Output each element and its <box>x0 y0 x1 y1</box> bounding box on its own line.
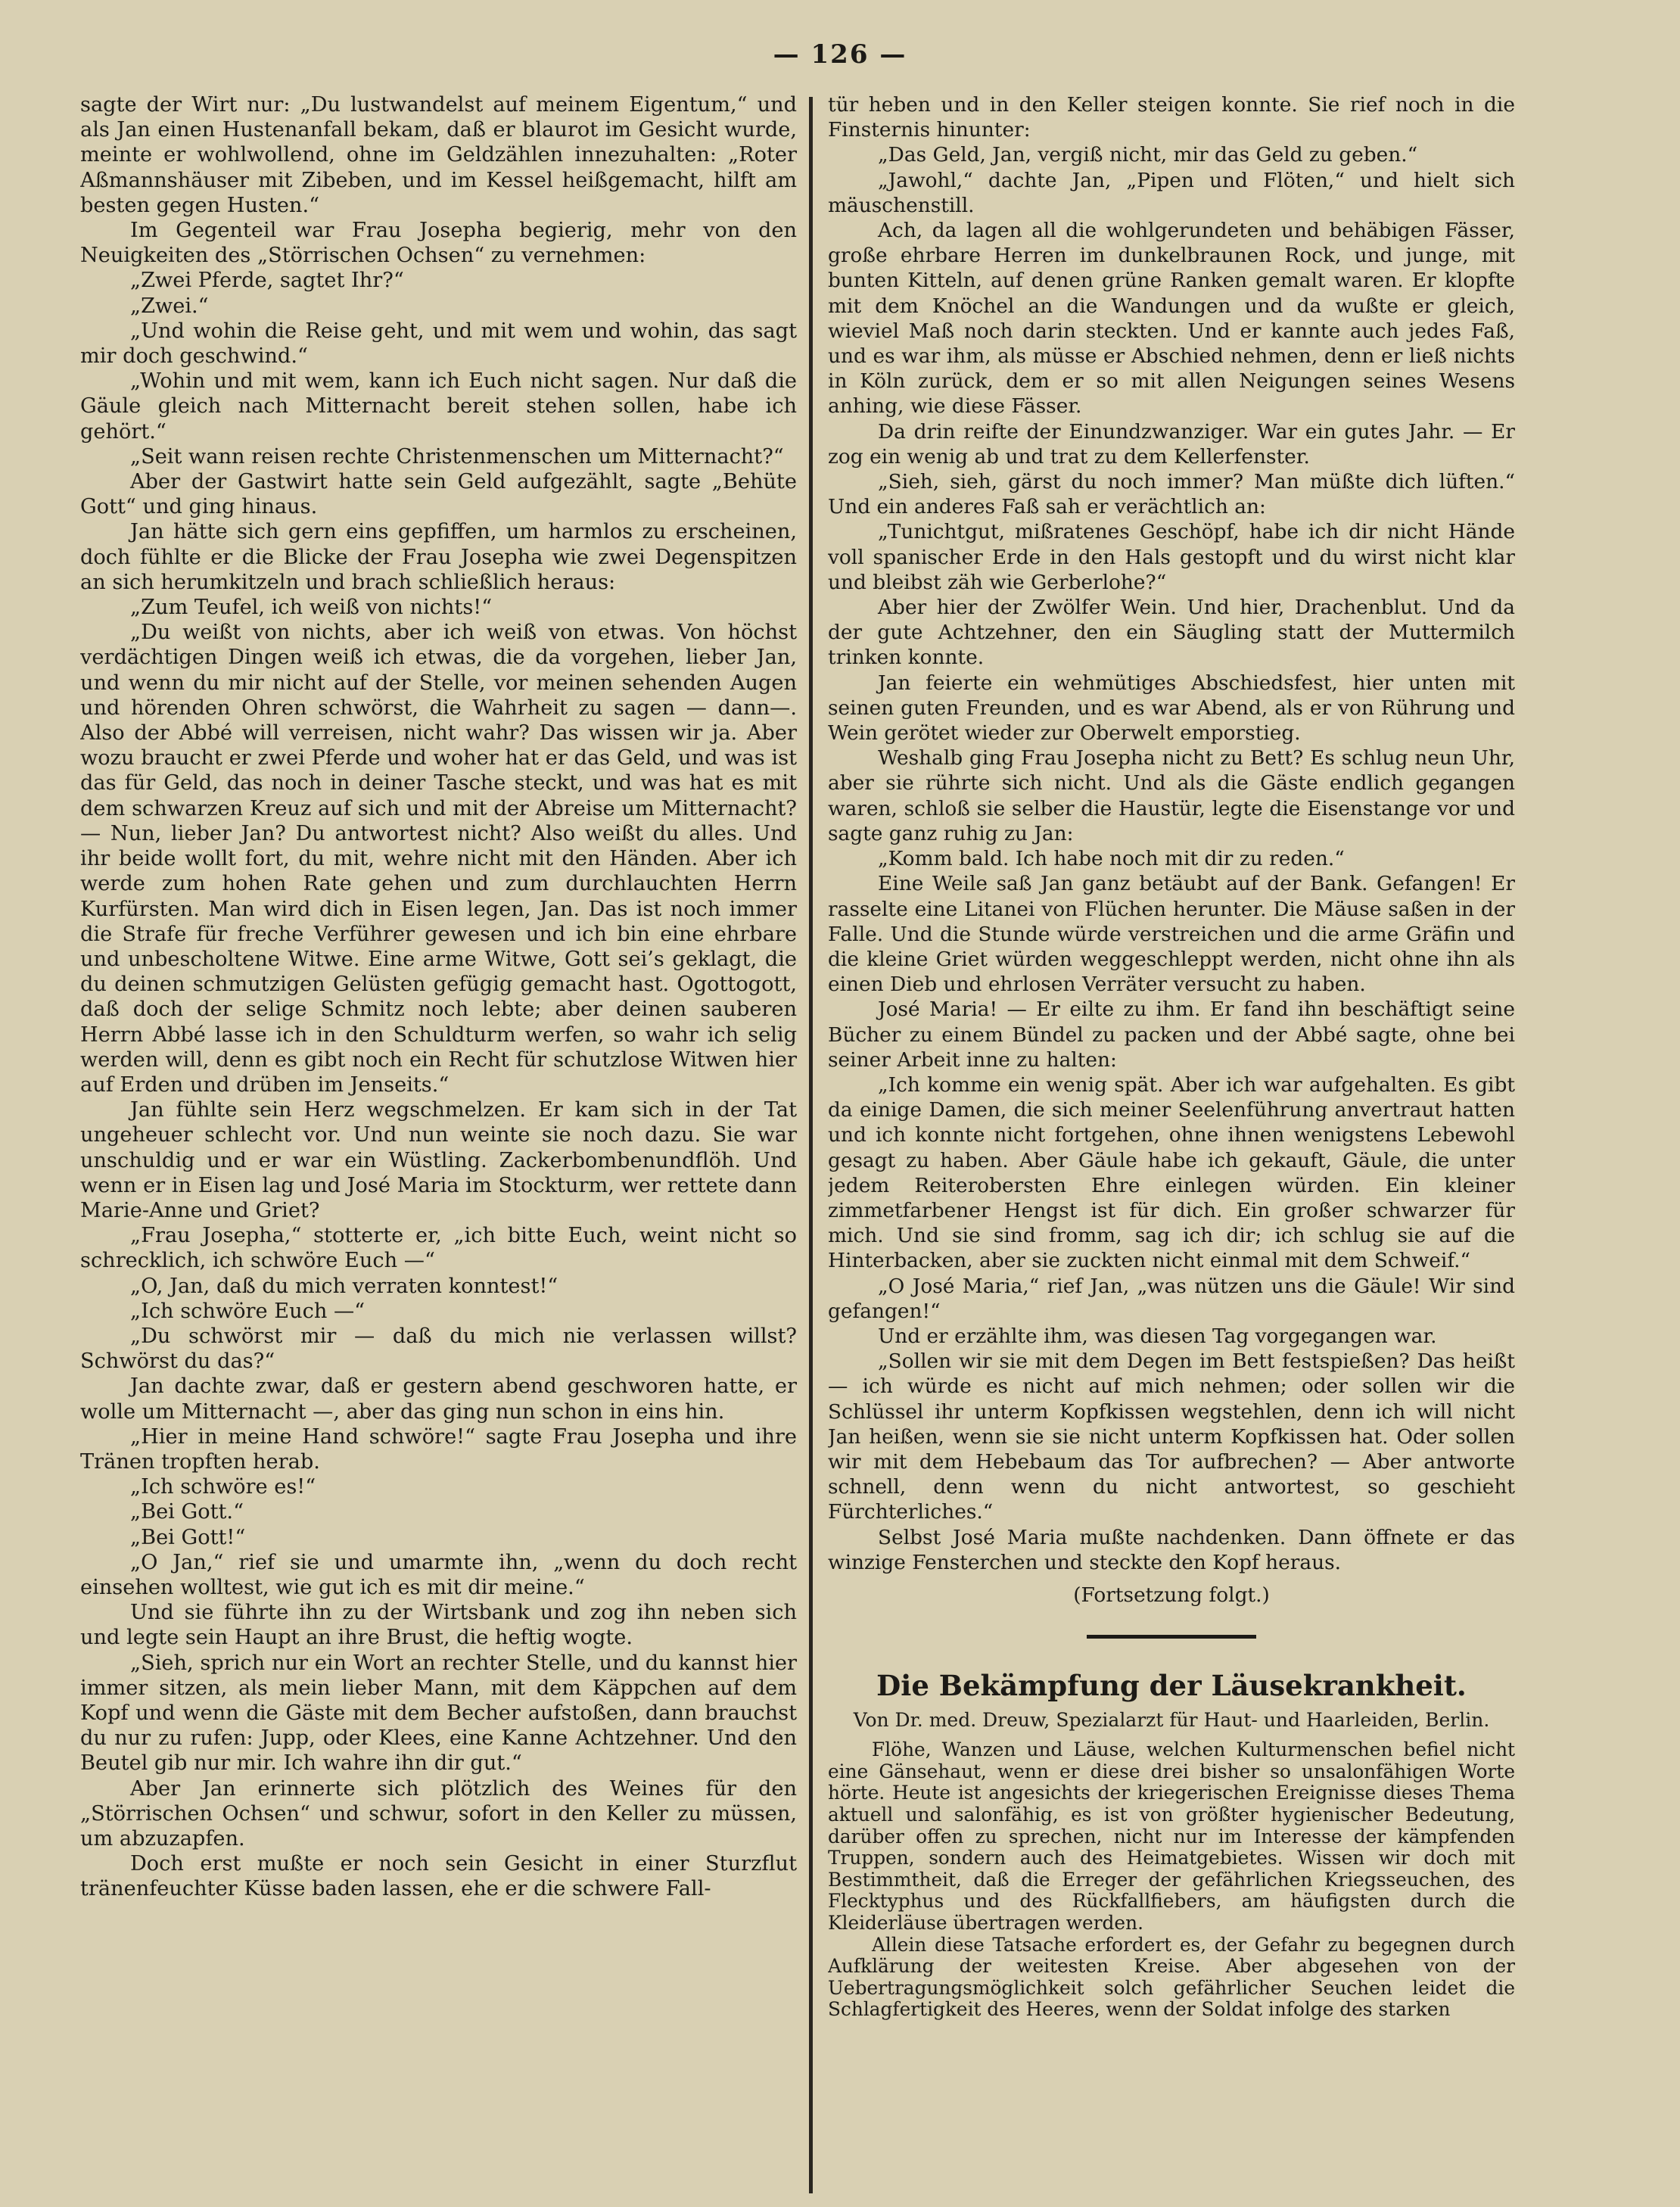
article-body <box>828 1739 1515 2021</box>
section-rule <box>1087 1635 1256 1639</box>
article-laeusekrankheit <box>828 1669 1515 2021</box>
story-paragraph: „Ich komme ein wenig spät. Aber ich war aufgehalten. Es gibt da einige Damen, die sich meiner Seelenführung anvertraut hatten und ich konnte nicht fortgehen, ohne ihnen wenigstens Lebewohl gesagt zu haben. Aber Gäule habe ich gekauft, Gäule, die unter jedem Reiterobersten Ehre einlegen würden. Ein kleiner zimmetfarbener Hengst ist für dich. Ein großer schwarzer für mich. Und sie sind fromm, sag ich dir; ich schlug sie auf die Hinterbacken, aber sie zuckten nicht einmal mit dem Schweif.“ <box>828 1072 1515 1273</box>
story-paragraph: „Zum Teufel, ich weiß von nichts!“ <box>130 596 493 620</box>
article-paragraph: Flöhe, Wanzen und Läuse, welchen Kulturmenschen befiel nicht eine Gänsehaut, wenn er diese drei bisher so unsalonfähigen Worte hörte. Heute ist angesichts der kriegerischen Ereignisse dieses Thema aktuell und salonfähig, es ist von größter hygienischer Bedeutung, darüber offen zu sprechen, nicht nur im Interesse der kämpfenden Truppen, sondern auch des Heimatgebietes. Wissen wir doch mit Bestimmtheit, daß die Erreger der gefährlichen Kriegsseuchen, des Flecktyphus und des Rückfallfiebers, am häufigsten durch die Kleiderläuse übertragen werden. <box>828 1739 1515 1934</box>
story-paragraph: Aber hier der Zwölfer Wein. Und hier, Drachenblut. Und da der gute Achtzehner, den ein Säugling statt der Muttermilch trinken konnte. <box>828 596 1515 670</box>
story-paragraph: „Ich schwöre es!“ <box>130 1475 316 1499</box>
story-paragraph: „Sieh, sieh, gärst du noch immer? Man müßte dich lüften.“ Und ein anderes Faß sah er verächtlich an: <box>828 470 1515 519</box>
story-paragraph: Jan fühlte sein Herz wegschmelzen. Er kam sich in der Tat ungeheuer schlecht vor. Und nun weinte sie noch dazu. Sie war unschuldig und er war ein Wüstling. Zackerbombenundflöh. Und wenn er in Eisen lag und José Maria im Stockturm, wer rettete dann Marie-Anne und Griet? <box>80 1098 797 1222</box>
story-paragraph: „O José Maria,“ rief Jan, „was nützen uns die Gäule! Wir sind gefangen!“ <box>828 1274 1515 1323</box>
story-left-column <box>80 92 797 2193</box>
story-paragraph: Jan feierte ein wehmütiges Abschiedsfest, hier unten mit seinen guten Freunden, und es war Abend, als er von Rührung und Wein gerötet wieder zur Oberwelt emporstieg. <box>828 671 1515 746</box>
story-paragraph: „Sollen wir sie mit dem Degen im Bett festspießen? Das heißt — ich würde es nicht auf mich nehmen; oder sollen wir die Schlüssel ihr unterm Kopfkissen wegstehlen, denn ich will nicht Jan heißen, wenn sie sie nicht unterm Kopfkissen hat. Oder sollen wir mit dem Hebebaum das Tor aufbrechen? — Aber antworte schnell, denn wenn du nicht antwortest, so geschieht Fürchterliches.“ <box>828 1349 1515 1524</box>
article-headline: Die Bekämpfung der Läusekrankheit. <box>876 1669 1467 1703</box>
story-continuation <box>828 92 1515 1575</box>
story-paragraph: Aber Jan erinnerte sich plötzlich des Weines für den „Störrischen Ochsen“ und schwur, sofort in den Keller zu müssen, um abzuzapfen. <box>80 1776 797 1851</box>
story-paragraph: „Zwei.“ <box>130 294 209 318</box>
story-paragraph: Weshalb ging Frau Josepha nicht zu Bett? Es schlug neun Uhr, aber sie rührte sich nicht. Und als die Gäste endlich gegangen waren, schloß sie selber die Haustür, legte die Eisenstange vor und sagte ganz ruhig zu Jan: <box>828 746 1515 845</box>
story-paragraph: „Wohin und mit wem, kann ich Euch nicht sagen. Nur daß die Gäule gleich nach Mitternacht bereit stehen sollen, habe ich gehört.“ <box>80 369 797 444</box>
story-paragraph: „Sieh, sprich nur ein Wort an rechter Stelle, und du kannst hier immer sitzen, als mein lieber Mann, mit dem Käppchen auf dem Kopf und wenn die Gäste mit dem Becher aufstoßen, dann brauchst du nur zu rufen: Jupp, oder Klees, eine Kanne Achtzehner. Und den Beutel gib nur mir. Ich wahre ihn dir gut.“ <box>80 1651 797 1776</box>
story-paragraph: sagte der Wirt nur: „Du lustwandelst auf meinem Eigentum,“ und als Jan einen Hustenanfall bekam, daß er blaurot im Gesicht wurde, meinte er wohlwollend, ohne im Geldzählen innezuhalten: „Roter Aßmannshäuser mit Zibeben, und im Kessel heißgemacht, hilft am besten gegen Husten.“ <box>80 93 797 217</box>
story-paragraph: Eine Weile saß Jan ganz betäubt auf der Bank. Gefangen! Er rasselte eine Litanei von Flüchen herunter. Die Mäuse saßen in der Falle. Und die Stunde würde verstreichen und die arme Gräfin und die kleine Griet würden weggeschleppt werden, nicht ohne ihn als einen Dieb und ehrlosen Verräter versucht zu haben. <box>828 872 1515 997</box>
story-paragraph: Und er erzählte ihm, was diesen Tag vorgegangen war. <box>878 1324 1437 1348</box>
story-right-column <box>828 92 1515 2193</box>
story-paragraph: „Jawohl,“ dachte Jan, „Pipen und Flöten,“ und hielt sich mäuschenstill. <box>828 168 1515 217</box>
story-paragraph: José Maria! — Er eilte zu ihm. Er fand ihn beschäftigt seine Bücher zu einem Bündel zu packen und der Abbé sagte, ohne bei seiner Arbeit inne zu halten: <box>828 998 1515 1072</box>
story-paragraph: Jan hätte sich gern eins gepfiffen, um harmlos zu erscheinen, doch fühlte er die Blicke der Frau Josepha wie zwei Degenspitzen an sich herumkitzeln und brach schließlich heraus: <box>80 520 797 594</box>
story-paragraph: Da drin reifte der Einundzwanziger. War ein gutes Jahr. — Er zog ein wenig ab und trat zu dem Kellerfenster. <box>828 419 1515 468</box>
story-paragraph: „Tunichtgut, mißratenes Geschöpf, habe ich dir nicht Hände voll spanischer Erde in den Hals gestopft und du wirst nicht klar und bleibst zäh wie Gerberlohe?“ <box>828 520 1515 594</box>
story-paragraph: „Du weißt von nichts, aber ich weiß von etwas. Von höchst verdächtigen Dingen weiß ich etwas, die da vorgehen, lieber Jan, und wenn du mir nicht auf der Stelle, vor meinen sehenden Augen und hörenden Ohren schwörst, die Wahrheit zu sagen — dann—. Also der Abbé will verreisen, nicht wahr? Das wissen wir ja. Aber wozu braucht er zwei Pferde und woher hat er das Geld, und was ist das für Geld, das noch in deiner Tasche steckt, und was hat es mit dem schwarzen Kreuz auf sich und mit der Abreise um Mitternacht? — Nun, lieber Jan? Du antwortest nicht? Also weißt du alles. Und ihr beide wollt fort, du mit, wehre nicht mit den Händen. Aber ich werde zum hohen Rate gehen und zum durchlauchten Herrn Kurfürsten. Man wird dich in Eisen legen, Jan. Das ist noch immer die Strafe für freche Verführer gewesen und ich bin eine ehrbare und unbescholtene Witwe. Eine arme Witwe, Gott sei’s geklagt, die du deinen schmutzigen Gelüsten gefügig gemacht hast. Ogottogott, daß doch der selige Schmitz noch lebte; aber deinen sauberen Herrn Abbé lasse ich in den Schuldturm werfen, so wahr ich selig werden will, denn es gibt noch ein Recht für schutzlose Witwen hier auf Erden und drüben im Jenseits.“ <box>80 621 797 1097</box>
story-paragraph: Doch erst mußte er noch sein Gesicht in einer Sturzflut tränenfeuchter Küsse baden lassen, ehe er die schwere Fall- <box>80 1852 797 1901</box>
story-paragraph: „Bei Gott!“ <box>130 1525 246 1549</box>
story-paragraph: „Zwei Pferde, sagtet Ihr?“ <box>130 269 404 293</box>
story-paragraph: Im Gegenteil war Frau Josepha begierig, mehr von den Neuigkeiten des „Störrischen Ochsen“ zu vernehmen: <box>80 219 797 268</box>
article-paragraph: Allein diese Tatsache erfordert es, der Gefahr zu begegnen durch Aufklärung der weitesten Kreise. Aber abgesehen von der Uebertragungsmöglichkeit solch gefährlicher Seuchen leidet die Schlagfertigkeit des Heeres, wenn der Soldat infolge des starken <box>828 1933 1515 2021</box>
story-paragraph: Und sie führte ihn zu der Wirtsbank und zog ihn neben sich und legte sein Haupt an ihre Brust, die heftig wogte. <box>80 1601 797 1650</box>
story-paragraph: Jan dachte zwar, daß er gestern abend geschworen hatte, er wolle um Mitternacht —, aber das ging nun schon in eins hin. <box>80 1374 797 1424</box>
story-paragraph: Aber der Gastwirt hatte sein Geld aufgezählt, sagte „Behüte Gott“ und ging hinaus. <box>80 470 797 519</box>
story-paragraph: „Ich schwöre Euch —“ <box>130 1299 366 1323</box>
article-byline: Von Dr. med. Dreuw, Spezialarzt für Haut- und Haarleiden, Berlin. <box>853 1709 1490 1732</box>
to-be-continued-note: (Fortsetzung folgt.) <box>1073 1583 1270 1607</box>
story-paragraph: „O Jan,“ rief sie und umarmte ihn, „wenn du doch recht einsehen wolltest, wie gut ich es mit dir meine.“ <box>80 1550 797 1599</box>
story-paragraph: Selbst José Maria mußte nachdenken. Dann öffnete er das winzige Fensterchen und steckte den Kopf heraus. <box>828 1525 1515 1574</box>
column-divider <box>809 97 813 2193</box>
story-paragraph: „Komm bald. Ich habe noch mit dir zu reden.“ <box>878 847 1345 871</box>
story-paragraph: „Und wohin die Reise geht, und mit wem und wohin, das sagt mir doch geschwind.“ <box>80 319 797 369</box>
story-paragraph: „Bei Gott.“ <box>130 1500 244 1524</box>
story-paragraph: Ach, da lagen all die wohlgerundeten und behäbigen Fässer, große ehrbare Herren im dunkelbraunen Rock, und junge, mit bunten Kitteln, auf denen grüne Ranken gemalt waren. Er klopfte mit dem Knöchel an die Wandungen und da wußte er gleich, wieviel Maß noch darin steckten. Und er kannte auch jedes Faß, und es war ihm, als müsse er Abschied nehmen, denn er ließ nichts in Köln zurück, dem er so mit allen Neigungen seines Wesens anhing, wie diese Fässer. <box>828 219 1515 419</box>
story-paragraph: „Seit wann reisen rechte Christenmenschen um Mitternacht?“ <box>130 444 784 468</box>
story-paragraph: „Frau Josepha,“ stotterte er, „ich bitte Euch, weint nicht so schrecklich, ich schwöre Euch —“ <box>80 1224 797 1273</box>
page-number: — 126 — <box>773 39 907 70</box>
story-paragraph: „Du schwörst mir — daß du mich nie verlassen willst? Schwörst du das?“ <box>80 1324 797 1374</box>
story-paragraph: „Das Geld, Jan, vergiß nicht, mir das Geld zu geben.“ <box>878 143 1418 167</box>
story-paragraph: „Hier in meine Hand schwöre!“ sagte Frau Josepha und ihre Tränen tropften herab. <box>80 1424 797 1474</box>
story-paragraph: tür heben und in den Keller steigen konnte. Sie rief noch in die Finsternis hinunter: <box>828 93 1515 142</box>
story-paragraph: „O, Jan, daß du mich verraten konntest!“ <box>130 1274 558 1298</box>
